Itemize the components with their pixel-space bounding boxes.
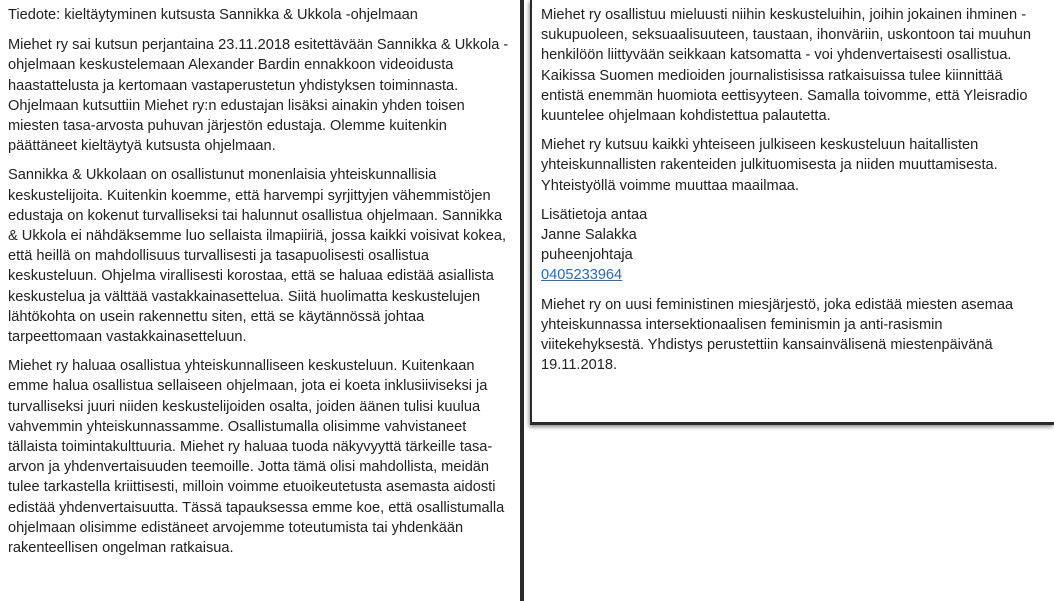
contact-phone-link[interactable]: 0405233964 [541, 267, 623, 284]
paragraph-call-to-action: Miehet ry kutsuu kaikki yhteiseen julkiseen keskusteluun haitallisten yhteiskunnallisten rakenteiden julkituomisesta ja niiden muuttamisesta. Yhteistyöllä voimme muuttaa maailmaa. [541, 137, 998, 194]
paragraph-invitation: Miehet ry sai kutsun perjantaina 23.11.2018 esitettävään Sannikka & Ukkola -ohjelmaan keskustelemaan Alexander Bardin ennakkoon videoidusta haastattelusta ja kertomaan vastaperustetun yhdistyksen toiminnasta. Ohjelmaan kutsuttiin Miehet ry:n edustajan lisäksi ainakin yhden toisen miesten tasa-arvosta puhuvan järjestön edustaja. Olemme kuitenkin päättäneet kieltäytyä kutsusta ohjelmaan. [8, 37, 509, 155]
press-release-right-column [530, 0, 1054, 425]
contact-block [541, 205, 1046, 286]
contact-name: Janne Salakka [541, 227, 637, 244]
press-release-title: Tiedote: kieltäytyminen kutsusta Sannikka & Ukkola -ohjelmaan [8, 7, 418, 23]
contact-role: puheenjohtaja [541, 247, 633, 264]
paragraph-participation-stance: Miehet ry haluaa osallistua yhteiskunnalliseen keskusteluun. Kuitenkaan emme halua osallistua sellaiseen ohjelmaan, jota ei koeta inklusiiviseksi ja turvalliseksi juuri niiden keskustelijoiden osalta, joiden äänen tulisi kuulua vahvemmin yhteiskunnassamme. Osallistumalla olisimme vahvistaneet tällaista toimintakulttuuria. Miehet ry haluaa tuoda näkyvyyttä tärkeille tasa-arvon ja yhdenvertaisuuden teemoille. Jotta tämä olisi mahdollista, meidän tulee tarkastella kriittisesti, milloin voimme etuoikeutetusta asemasta aidosti edistää yhdenvertaisuutta. Tässä tapauksessa emme koe, että osallistumalla ohjelmaan olisimme edistäneet arvojemme toteutumista tai yhdenkään rakenteellisen ongelman ratkaisua. [8, 358, 505, 557]
paragraph-program-critique: Sannikka & Ukkolaan on osallistunut monenlaisia yhteiskunnallisia keskustelijoita. Kuitenkin koemme, että harvempi syrjittyjen vähemmistöjen edustaja on kokenut turvalliseksi tai halunnut osallistua ohjelmaan. Sannikka & Ukkola ei nähdäksemme luo sellaista ilmapiiriä, jossa kaikki voisivat kokea, että heillä on mahdollisuus turvallisesti ja tasapuolisesti osallistua keskusteluun. Ohjelma virallisesti korostaa, että se haluaa edistää asiallista keskustelua ja välttää vastakkainasettelua. Siitä huolimatta keskustelujen lähtökohta on usein rakennettu siten, että se käytännössä johtaa tarpeettomaan vastakkainasetteluun. [8, 167, 507, 346]
paragraph-about-organization: Miehet ry on uusi feministinen miesjärjestö, joka edistää miesten asemaa yhteiskunnassa intersektionaalisen feminismin ja anti-rasismin viitekehyksestä. Yhdistys perustettiin kansainvälisenä miestenpäivänä 19.11.2018. [541, 296, 1014, 374]
contact-heading: Lisätietoja antaa [541, 206, 648, 223]
press-release-left-column [0, 0, 524, 601]
paragraph-inclusive-discussion: Miehet ry osallistuu mieluusti niihin keskusteluihin, joihin jokainen ihminen - sukupuoleen, seksuaalisuuteen, taustaan, ihonväriin, uskontoon tai muuhun henkilöön liittyvään seikkaan katsomatta - voi yhdenvertaisesti osallistua. Kaikissa Suomen medioiden journalistisissa ratkaisuissa tulee kiinnittää entistä enemmän huomiota eettisyyteen. Samalla toivomme, että Yleisradio kuuntelee ohjelmaan kohdistettua palautetta. [541, 7, 1032, 125]
